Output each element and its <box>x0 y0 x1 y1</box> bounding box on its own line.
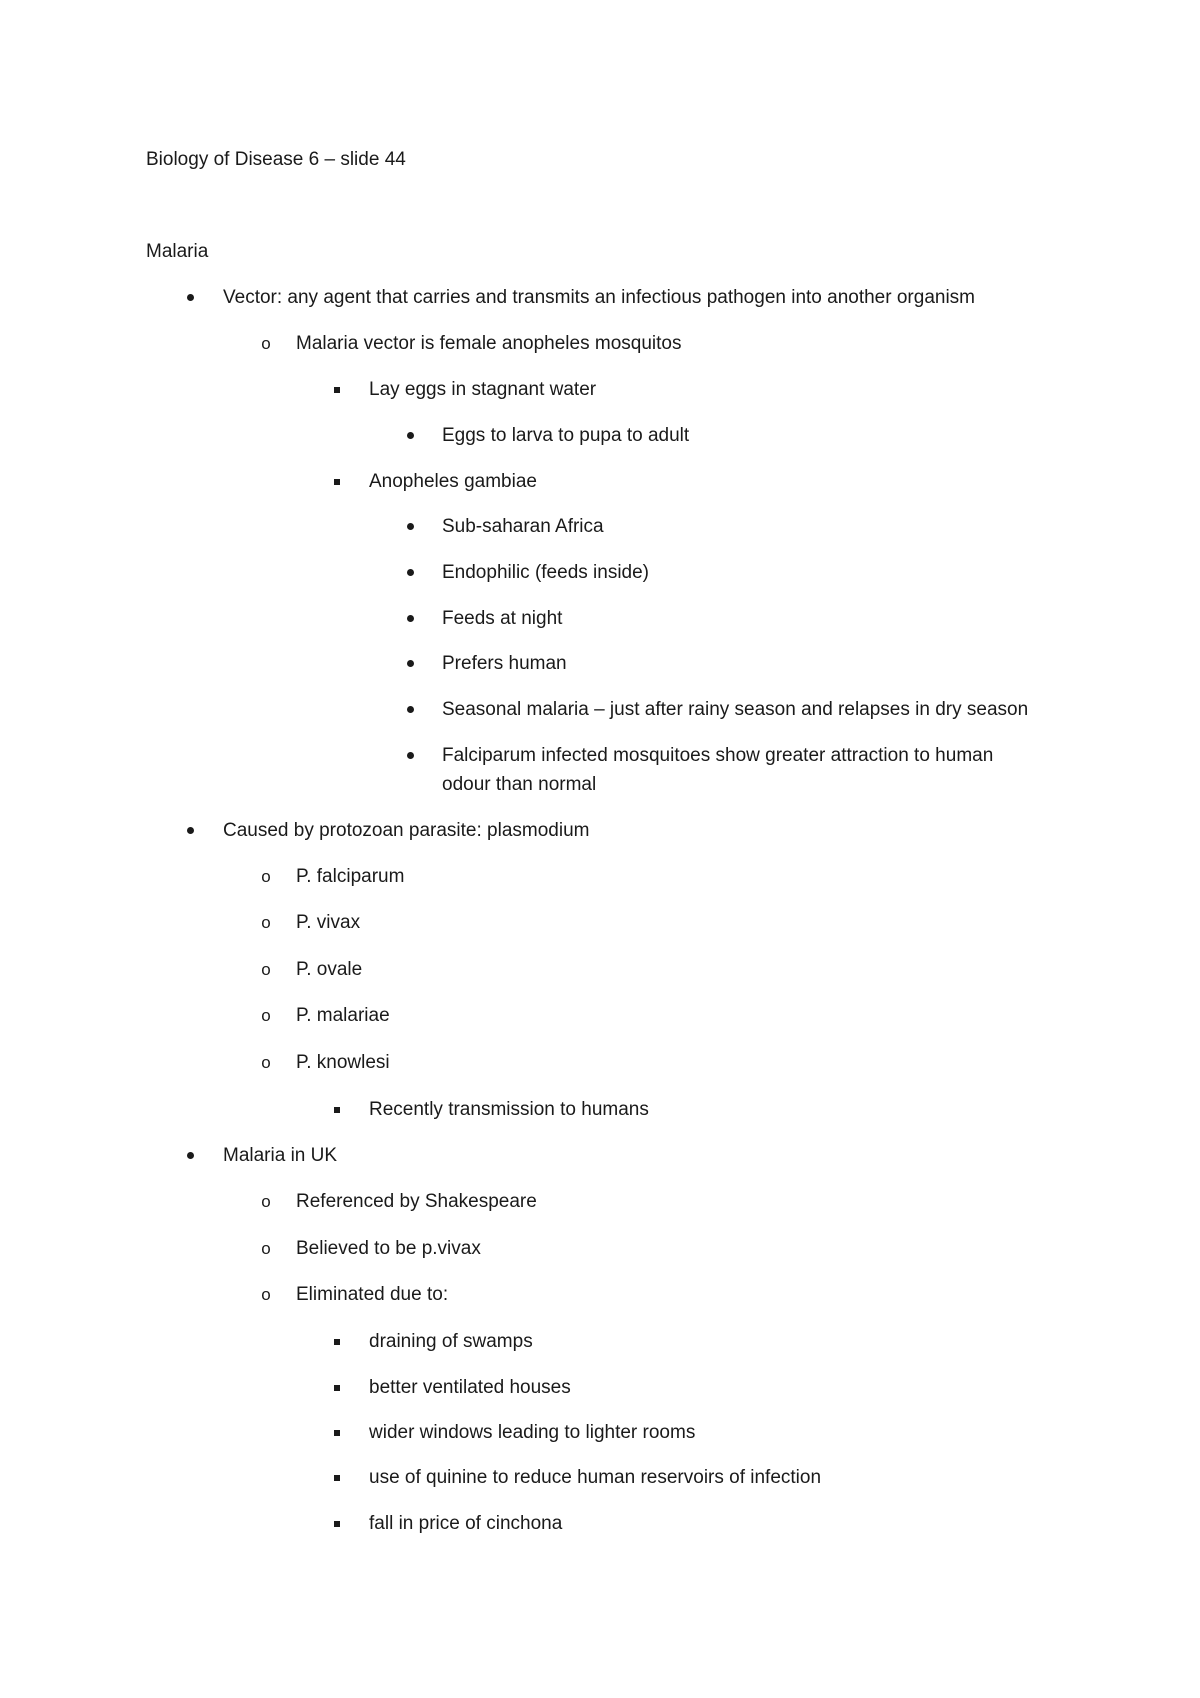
list-item-text: use of quinine to reduce human reservoirs of infection <box>369 1467 822 1488</box>
list-item-text: P. falciparum <box>296 866 405 887</box>
list-item-text: better ventilated houses <box>369 1377 571 1398</box>
list-item-text: Seasonal malaria – just after rainy season and relapses in dry season <box>442 699 1029 720</box>
list-item-text: P. knowlesi <box>296 1052 390 1073</box>
list-item <box>0 695 1200 725</box>
bullet-circle-icon: o <box>261 1239 271 1258</box>
list-item-continuation <box>0 770 1200 800</box>
bullet-square-icon <box>327 467 347 497</box>
bullet-circle-icon: o <box>261 1006 271 1025</box>
bullet-square-icon <box>327 1509 347 1539</box>
bullet-square-icon <box>327 1327 347 1357</box>
bullet-dot-icon <box>180 1141 200 1171</box>
bullet-dot-icon <box>180 816 200 846</box>
document-title: Biology of Disease 6 – slide 44 <box>146 149 406 170</box>
list-item <box>0 1141 1200 1171</box>
list-item <box>0 512 1200 542</box>
list-item-text: Caused by protozoan parasite: plasmodium <box>223 820 590 841</box>
bullet-dot-icon <box>180 283 200 313</box>
bullet-dot-icon <box>400 741 420 771</box>
bullet-circle-icon: o <box>261 913 271 932</box>
list-item <box>0 1373 1200 1403</box>
list-item-text: Vector: any agent that carries and transmits an infectious pathogen into another organism <box>223 287 976 308</box>
bullet-dot-icon <box>400 421 420 451</box>
bullet-dot-icon <box>400 558 420 588</box>
list-item-text: Malaria vector is female anopheles mosquitos <box>296 333 682 354</box>
bullet-dot-icon <box>400 604 420 634</box>
list-item-text: P. malariae <box>296 1005 390 1026</box>
list-item <box>0 1280 1200 1310</box>
list-item <box>0 604 1200 634</box>
list-item-text: P. vivax <box>296 912 361 933</box>
section-heading-line <box>0 237 1200 267</box>
list-item <box>0 375 1200 405</box>
list-item <box>0 1418 1200 1448</box>
list-item <box>0 329 1200 359</box>
list-item <box>0 467 1200 497</box>
list-item-text: Recently transmission to humans <box>369 1099 649 1120</box>
list-item <box>0 283 1200 313</box>
document-title-line <box>0 145 1200 175</box>
list-item-text: Falciparum infected mosquitoes show greater attraction to human <box>442 745 994 766</box>
list-item <box>0 741 1200 771</box>
list-item <box>0 1509 1200 1539</box>
list-item <box>0 421 1200 451</box>
bullet-square-icon <box>327 1373 347 1403</box>
list-item-text: Eggs to larva to pupa to adult <box>442 425 690 446</box>
list-item-text: wider windows leading to lighter rooms <box>369 1422 696 1443</box>
bullet-circle-icon: o <box>261 1285 271 1304</box>
list-item <box>0 862 1200 892</box>
list-item <box>0 816 1200 846</box>
list-item-text: odour than normal <box>442 774 597 795</box>
section-heading: Malaria <box>146 241 209 262</box>
list-item <box>0 955 1200 985</box>
list-item <box>0 1463 1200 1493</box>
list-item-text: Lay eggs in stagnant water <box>369 379 597 400</box>
list-item <box>0 1048 1200 1078</box>
list-item-text: draining of swamps <box>369 1331 533 1352</box>
list-item-text: P. ovale <box>296 959 363 980</box>
bullet-circle-icon: o <box>261 960 271 979</box>
bullet-circle-icon: o <box>261 867 271 886</box>
list-item-text: Referenced by Shakespeare <box>296 1191 537 1212</box>
list-item <box>0 1187 1200 1217</box>
bullet-circle-icon: o <box>261 1053 271 1072</box>
list-item <box>0 1095 1200 1125</box>
list-item <box>0 649 1200 679</box>
bullet-dot-icon <box>400 512 420 542</box>
list-item <box>0 908 1200 938</box>
list-item-text: Believed to be p.vivax <box>296 1238 481 1259</box>
list-item <box>0 1327 1200 1357</box>
bullet-square-icon <box>327 1463 347 1493</box>
list-item <box>0 1234 1200 1264</box>
bullet-dot-icon <box>400 695 420 725</box>
list-item-text: Eliminated due to: <box>296 1284 449 1305</box>
bullet-circle-icon: o <box>261 1192 271 1211</box>
bullet-square-icon <box>327 1418 347 1448</box>
list-item-text: Anopheles gambiae <box>369 471 537 492</box>
list-item-text: Endophilic (feeds inside) <box>442 562 650 583</box>
bullet-square-icon <box>327 1095 347 1125</box>
list-item <box>0 558 1200 588</box>
list-item-text: Malaria in UK <box>223 1145 338 1166</box>
bullet-square-icon <box>327 375 347 405</box>
list-item <box>0 1001 1200 1031</box>
list-item-text: Prefers human <box>442 653 567 674</box>
bullet-circle-icon: o <box>261 334 271 353</box>
bullet-dot-icon <box>400 649 420 679</box>
list-item-text: Sub-saharan Africa <box>442 516 604 537</box>
list-item-text: Feeds at night <box>442 608 563 629</box>
list-item-text: fall in price of cinchona <box>369 1513 563 1534</box>
